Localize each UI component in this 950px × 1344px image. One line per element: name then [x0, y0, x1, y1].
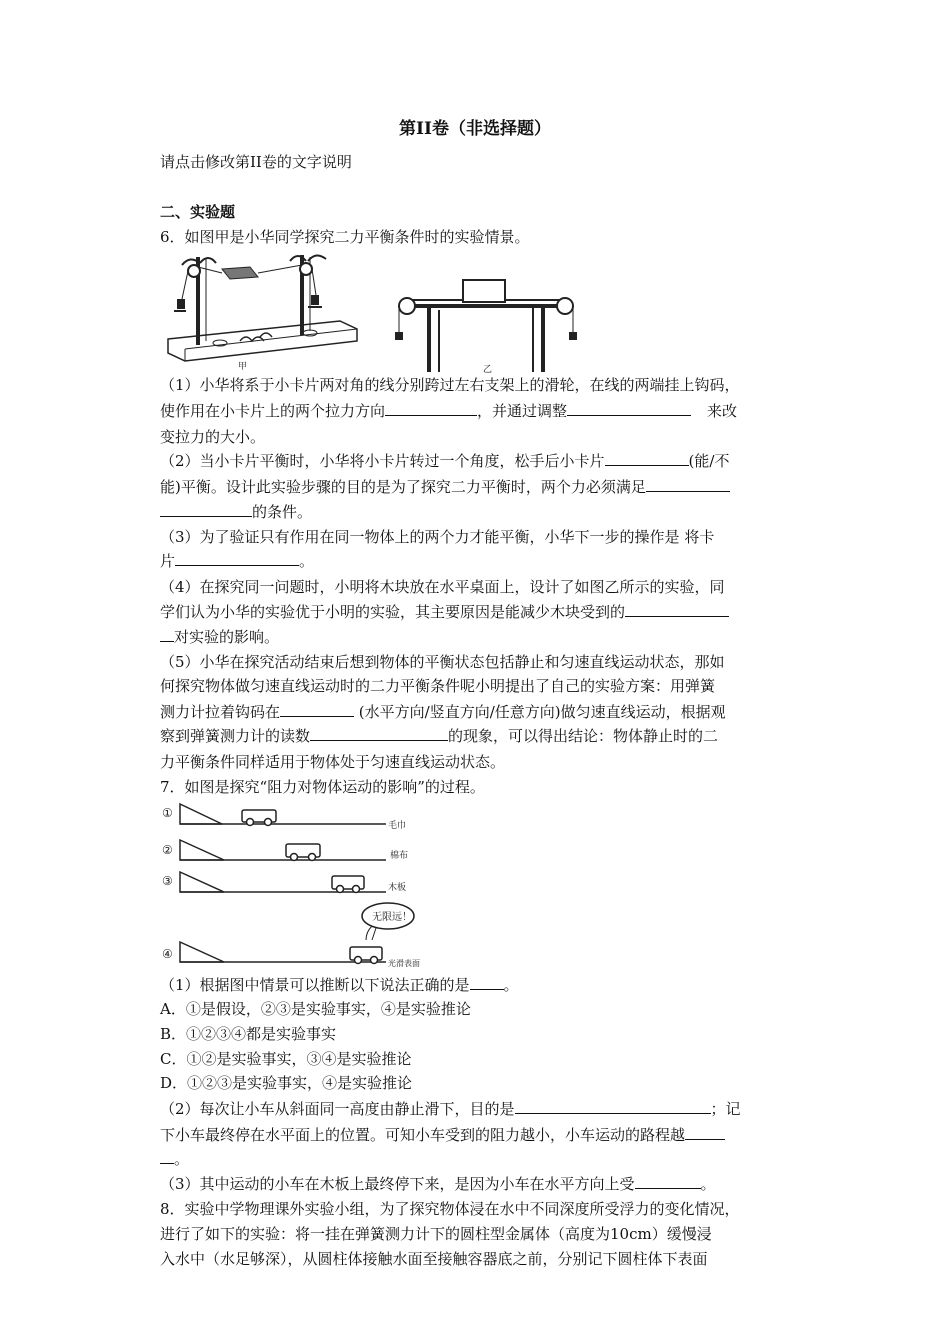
- text-span: 。: [174, 1150, 190, 1168]
- text-span: (水平方向/竖直方向/任意方向)做匀速直线运动，根据观: [354, 703, 726, 721]
- step-number-1: ①: [162, 806, 173, 820]
- answer-blank[interactable]: [635, 1173, 701, 1189]
- page-title: 第II卷（非选择题）: [399, 119, 551, 139]
- text-span: 能)平衡。设计此实验步骤的目的是为了探究二力平衡时，两个力必须满足: [160, 478, 646, 496]
- answer-blank[interactable]: [625, 601, 729, 617]
- q6-part3-line1: （3）为了验证只有作用在同一物体上的两个力才能平衡，小华下一步的操作是 将卡: [160, 528, 715, 546]
- surface-label-board: 木板: [388, 883, 407, 893]
- surface-label-smooth: 光滑表面: [388, 959, 420, 968]
- text-span: （3）其中运动的小车在木板上最终停下来，是因为小车在水平方向上受: [160, 1175, 635, 1193]
- answer-blank[interactable]: [605, 450, 689, 466]
- q6-figure-yi: [389, 276, 583, 374]
- q7-figure: [160, 800, 450, 972]
- q8-line2: 进行了如下的实验：将一挂在弹簧测力计下的圆柱型金属体（高度为10cm）缓慢浸: [160, 1225, 712, 1243]
- text-span: 。: [503, 976, 519, 994]
- q6-part2-line1: [160, 450, 792, 472]
- text-span: 。: [299, 552, 315, 570]
- text-span: 的现象，可以得出结论：物体静止时的二: [448, 727, 719, 745]
- q6-figure-jia: [160, 249, 360, 371]
- option-a[interactable]: A．①是假设，②③是实验事实，④是实验推论: [160, 1000, 471, 1018]
- answer-blank[interactable]: [310, 725, 448, 741]
- q6-part5-line4: [160, 725, 792, 747]
- text-span: （2）当小卡片平衡时，小华将小卡片转过一个角度，松手后小卡片: [160, 452, 605, 470]
- answer-blank[interactable]: [280, 701, 354, 717]
- q6-part5-line2: 何探究物体做匀速直线运动时的二力平衡条件呢小明提出了自己的实验方案：用弹簧: [160, 677, 716, 695]
- step-number-2: ②: [162, 843, 173, 857]
- text-span: ，并通过调整: [477, 402, 568, 420]
- answer-blank[interactable]: [160, 1148, 174, 1164]
- q7-part1: [160, 974, 792, 996]
- q6-part4-line1: （4）在探究同一问题时，小明将木块放在水平桌面上，设计了如图乙所示的实验，同: [160, 578, 725, 596]
- q6-part5-line3: [160, 701, 792, 723]
- text-span: 对实验的影响。: [174, 628, 280, 646]
- text-span: （1）根据图中情景可以推断以下说法正确的是: [160, 976, 470, 994]
- q6-part3-line2: [160, 550, 792, 572]
- text-span: 的条件。: [252, 503, 313, 521]
- answer-blank[interactable]: [646, 476, 730, 492]
- q7-part3: [160, 1173, 792, 1195]
- surface-label-towel: 毛巾: [388, 821, 407, 831]
- text-span: (能/不: [688, 452, 730, 470]
- step-number-4: ④: [162, 947, 173, 961]
- q6-part5-line1: （5）小华在探究活动结束后想到物体的平衡状态包括静止和匀速直线运动状态，那如: [160, 653, 725, 671]
- q7-part2-line2: [160, 1124, 792, 1146]
- text-span: 。: [700, 1175, 716, 1193]
- q8-line3: 入水中（水足够深），从圆柱体接触水面至接触容器底之前，分别记下圆柱体下表面: [160, 1250, 708, 1268]
- text-span: 下小车最终停在水平面上的位置。可知小车受到的阻力越小，小车运动的路程越: [160, 1126, 686, 1144]
- section-heading: 二、实验题: [160, 203, 236, 221]
- q6-part1-line3: 变拉力的大小。: [160, 428, 266, 446]
- answer-blank[interactable]: [160, 501, 252, 517]
- text-span: 使作用在小卡片上的两个拉力方向: [160, 402, 386, 420]
- q7-stem: 7．如图是探究“阻力对物体运动的影响”的过程。: [160, 778, 485, 796]
- answer-blank[interactable]: [385, 400, 477, 416]
- text-span: 测力计拉着钩码在: [160, 703, 281, 721]
- figure-jia-label: 甲: [238, 362, 248, 371]
- q7-part2-line3: [160, 1148, 792, 1170]
- speech-bubble-text: 无限远！: [372, 912, 412, 923]
- answer-blank[interactable]: [685, 1124, 725, 1140]
- q6-part4-line2: [160, 601, 792, 623]
- text-span: （2）每次让小车从斜面同一高度由静止滑下，目的是: [160, 1100, 515, 1118]
- step-number-3: ③: [162, 874, 173, 888]
- q6-part5-line5: 力平衡条件同样适用于物体处于匀速直线运动状态。: [160, 753, 506, 771]
- q6-part1-line1: （1）小华将系于小卡片两对角的线分别跨过左右支架上的滑轮，在线的两端挂上钩码，: [160, 376, 740, 394]
- answer-blank[interactable]: [175, 550, 299, 566]
- q6-stem: 6．如图甲是小华同学探究二力平衡条件时的实验情景。: [160, 228, 530, 246]
- answer-blank[interactable]: [567, 400, 691, 416]
- figure-yi-label: 乙: [483, 365, 493, 374]
- option-d[interactable]: D．①②③是实验事实，④是实验推论: [160, 1074, 413, 1092]
- option-b[interactable]: B．①②③④都是实验事实: [160, 1025, 337, 1043]
- instruction-text: 请点击修改第II卷的文字说明: [160, 153, 352, 171]
- answer-blank[interactable]: [160, 626, 174, 642]
- option-c[interactable]: C．①②是实验事实，③④是实验推论: [160, 1050, 412, 1068]
- q6-part2-line2: [160, 476, 792, 498]
- q6-part2-line3: [160, 501, 792, 523]
- text-span: 察到弹簧测力计的读数: [160, 727, 311, 745]
- q6-part1-line2: [160, 400, 792, 422]
- answer-blank[interactable]: [515, 1098, 711, 1114]
- text-span: ；记: [710, 1100, 741, 1118]
- q6-part4-line3: [160, 626, 792, 648]
- surface-label-cotton: 棉布: [390, 851, 409, 861]
- text-span: 学们认为小华的实验优于小明的实验，其主要原因是能减少木块受到的: [160, 603, 626, 621]
- q8-line1: 8．实验中学物理课外实验小组，为了探究物体浸在水中不同深度所受浮力的变化情况，: [160, 1200, 740, 1218]
- answer-blank[interactable]: [470, 974, 504, 990]
- text-span: 片: [160, 552, 176, 570]
- q7-part2-line1: [160, 1098, 792, 1120]
- text-span: 来改: [707, 402, 738, 420]
